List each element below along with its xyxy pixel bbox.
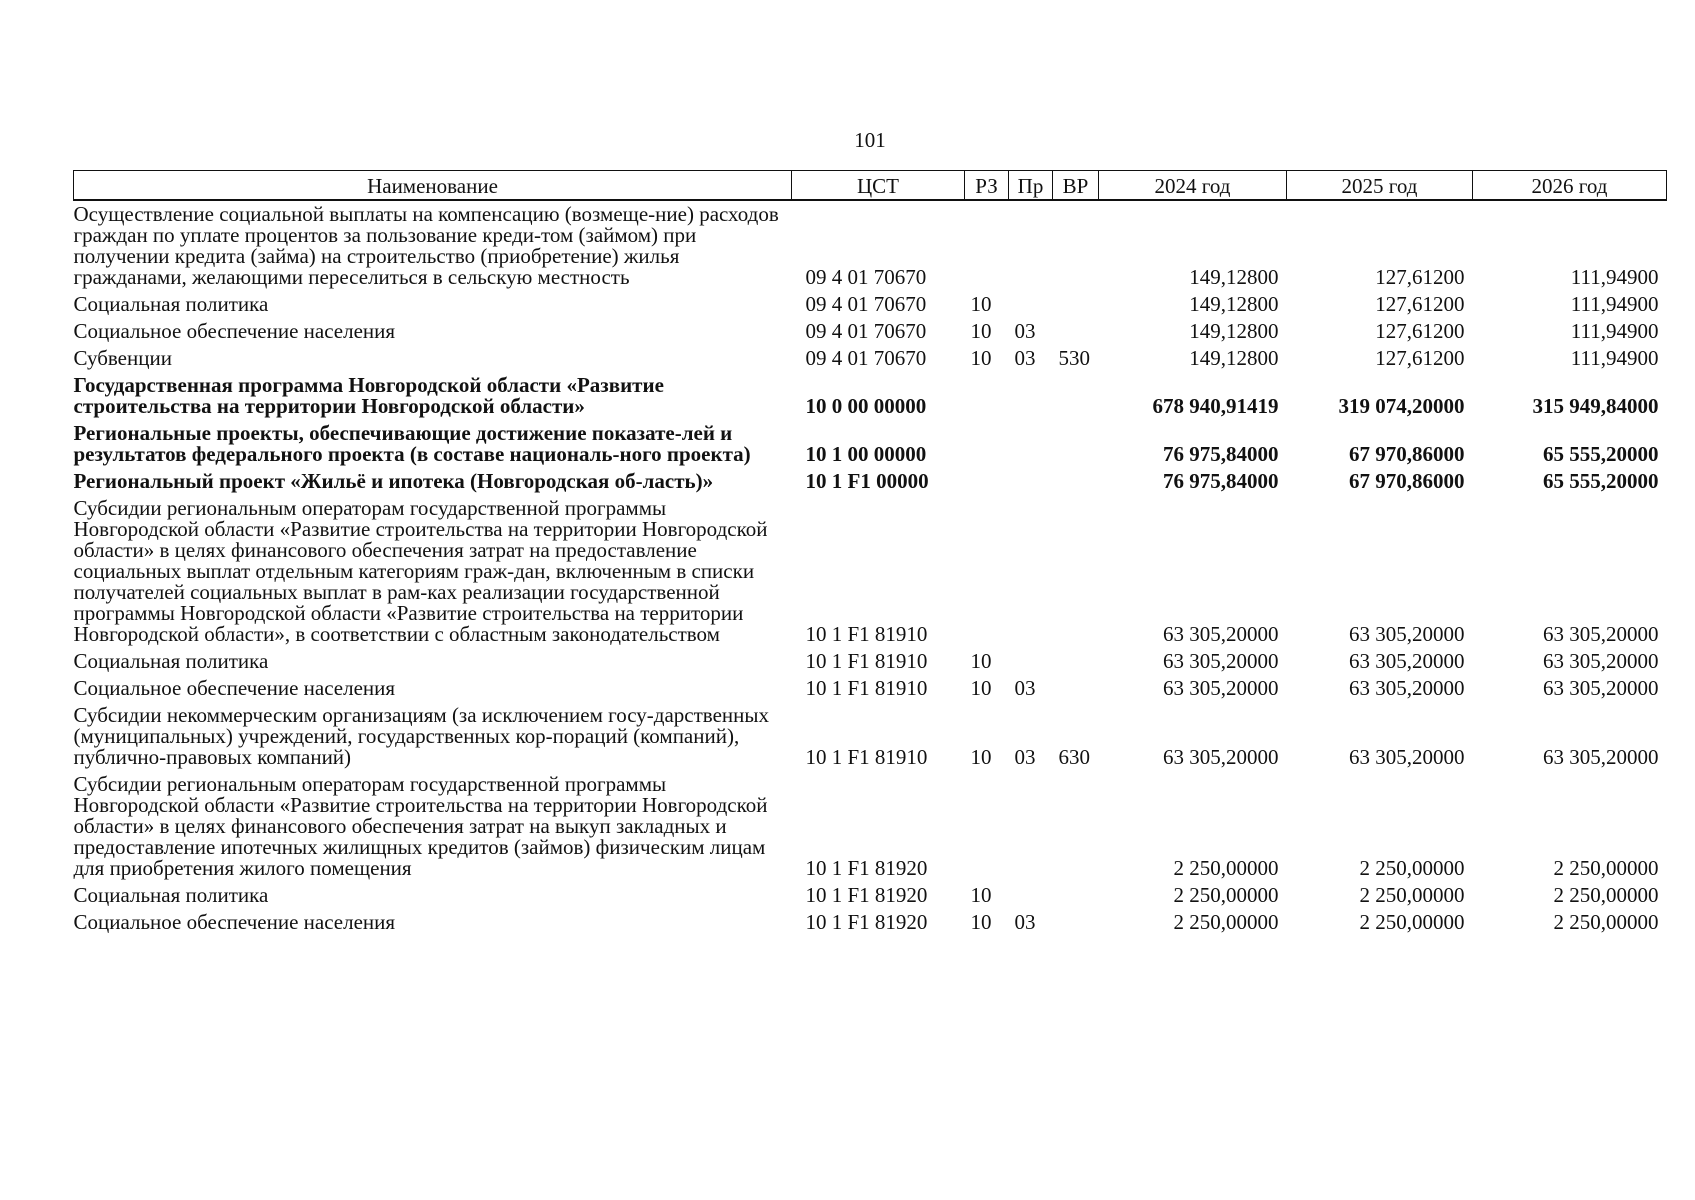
row-2024: 2 250,00000	[1173, 910, 1279, 934]
row-cst: 10 1 F1 81920	[805, 883, 928, 907]
header-2025: 2025 год	[1287, 171, 1473, 201]
table-row	[74, 771, 1667, 882]
table-row-subprogram	[74, 420, 1667, 468]
row-2024: 63 305,20000	[1163, 622, 1279, 646]
table-row-project	[74, 468, 1667, 495]
row-2025: 2 250,00000	[1359, 883, 1465, 907]
header-rz: РЗ	[965, 171, 1009, 201]
table-row	[74, 909, 1667, 936]
row-vr	[1053, 372, 1099, 420]
header-name: Наименование	[74, 171, 792, 201]
row-2026: 63 305,20000	[1543, 649, 1659, 673]
row-rz	[965, 372, 1009, 420]
row-vr	[1053, 468, 1099, 495]
row-2026: 65 555,20000	[1543, 469, 1659, 493]
header-2026: 2026 год	[1473, 171, 1667, 201]
row-vr	[1053, 291, 1099, 318]
row-pr: 03	[1014, 910, 1036, 934]
row-pr: 03	[1014, 346, 1036, 370]
row-2025: 2 250,00000	[1359, 856, 1465, 880]
row-cst: 10 1 F1 81910	[805, 622, 928, 646]
row-2025: 127,61200	[1375, 265, 1465, 289]
row-2026: 111,94900	[1570, 292, 1659, 316]
row-name: Государственная программа Новгородской области «Развитие строительства на территории Новгородской области»	[73, 373, 664, 418]
row-pr: 03	[1014, 745, 1036, 769]
row-vr	[1053, 675, 1099, 702]
row-name: Социальная политика	[73, 883, 269, 907]
row-2025: 67 970,86000	[1349, 469, 1465, 493]
row-2026: 111,94900	[1570, 346, 1659, 370]
row-rz: 10	[970, 910, 992, 934]
row-vr	[1053, 771, 1099, 882]
row-2026: 63 305,20000	[1543, 622, 1659, 646]
row-vr	[1053, 909, 1099, 936]
row-pr	[1009, 648, 1053, 675]
row-name: Субсидии региональным операторам государственной программы Новгородской области «Развитие строительства на территории Новгородской области» в целях финансового обеспечения затрат на предоставление социальных выплат отдельным категориям граж-дан, включенным в списки получателей социальных выплат в рам-ках реализации государственной программы Новгородской области «Развитие строительства на территории Новгородской области», в соответствии с областным законодательством	[73, 496, 768, 646]
table-row	[74, 882, 1667, 909]
row-rz	[965, 468, 1009, 495]
row-pr	[1009, 771, 1053, 882]
row-name: Субсидии региональным операторам государственной программы Новгородской области «Развитие строительства на территории Новгородской области» в целях финансового обеспечения затрат на выкуп закладных и предоставление ипотечных жилищных кредитов (займов) физическим лицам для приобретения жилого помещения	[73, 772, 768, 880]
row-2025: 127,61200	[1375, 319, 1465, 343]
row-rz	[965, 771, 1009, 882]
row-name: Субсидии некоммерческим организациям (за исключением госу-дарственных (муниципальных) учреждений, государственных кор-пораций (компаний), публично-правовых компаний)	[73, 703, 770, 769]
row-2025: 127,61200	[1375, 292, 1465, 316]
row-2025: 2 250,00000	[1359, 910, 1465, 934]
header-vr: ВР	[1053, 171, 1099, 201]
row-cst: 10 1 F1 81920	[805, 910, 928, 934]
row-2025: 67 970,86000	[1349, 442, 1465, 466]
row-name: Субвенции	[73, 346, 172, 370]
row-2026: 111,94900	[1570, 319, 1659, 343]
row-2026: 315 949,84000	[1532, 394, 1659, 418]
row-vr	[1053, 648, 1099, 675]
row-2026: 111,94900	[1570, 265, 1659, 289]
table-row	[74, 318, 1667, 345]
budget-table	[73, 170, 1667, 936]
row-cst: 10 1 00 00000	[805, 442, 927, 466]
row-cst: 09 4 01 70670	[805, 319, 927, 343]
row-rz: 10	[970, 649, 992, 673]
row-rz: 10	[970, 292, 992, 316]
row-2025: 63 305,20000	[1349, 745, 1465, 769]
row-2026: 65 555,20000	[1543, 442, 1659, 466]
row-pr	[1009, 291, 1053, 318]
budget-table-container	[73, 170, 1666, 936]
row-2024: 63 305,20000	[1163, 676, 1279, 700]
row-rz	[965, 495, 1009, 648]
row-2024: 2 250,00000	[1173, 883, 1279, 907]
header-2024: 2024 год	[1099, 171, 1287, 201]
row-2024: 149,12800	[1189, 319, 1279, 343]
table-body	[74, 200, 1667, 936]
row-pr	[1009, 372, 1053, 420]
row-2026: 63 305,20000	[1543, 745, 1659, 769]
row-rz: 10	[970, 745, 992, 769]
table-row-program	[74, 372, 1667, 420]
row-name: Региональный проект «Жильё и ипотека (Новгородская об-ласть)»	[73, 469, 714, 493]
row-name: Региональные проекты, обеспечивающие достижение показате-лей и результатов федерального проекта (в составе националь-ного проекта)	[73, 421, 751, 466]
row-vr	[1053, 495, 1099, 648]
row-2024: 149,12800	[1189, 292, 1279, 316]
row-vr	[1053, 420, 1099, 468]
row-pr	[1009, 495, 1053, 648]
table-row	[74, 291, 1667, 318]
row-cst: 10 1 F1 81910	[805, 745, 928, 769]
row-cst: 10 1 F1 00000	[805, 469, 929, 493]
row-pr	[1009, 882, 1053, 909]
table-row	[74, 345, 1667, 372]
row-vr: 530	[1058, 346, 1090, 370]
row-rz	[965, 420, 1009, 468]
table-row	[74, 648, 1667, 675]
table-header	[74, 171, 1667, 201]
row-2026: 63 305,20000	[1543, 676, 1659, 700]
row-2026: 2 250,00000	[1553, 910, 1659, 934]
row-2024: 149,12800	[1189, 346, 1279, 370]
row-2024: 149,12800	[1189, 265, 1279, 289]
row-2024: 76 975,84000	[1163, 469, 1279, 493]
row-name: Социальное обеспечение населения	[73, 910, 396, 934]
row-2024: 63 305,20000	[1163, 649, 1279, 673]
row-2025: 319 074,20000	[1338, 394, 1465, 418]
row-cst: 09 4 01 70670	[805, 265, 927, 289]
row-2026: 2 250,00000	[1553, 883, 1659, 907]
row-vr	[1053, 318, 1099, 345]
row-vr: 630	[1058, 745, 1090, 769]
row-cst: 10 1 F1 81910	[805, 676, 928, 700]
table-row	[74, 495, 1667, 648]
table-row	[74, 702, 1667, 771]
row-cst: 10 1 F1 81910	[805, 649, 928, 673]
row-2025: 63 305,20000	[1349, 622, 1465, 646]
row-pr: 03	[1014, 676, 1036, 700]
row-vr	[1053, 200, 1099, 291]
row-name: Осуществление социальной выплаты на компенсацию (возмеще-ние) расходов граждан по уплате процентов за пользование креди-том (займом) при получении кредита (займа) на строительство (приобретение) жилья гражданами, желающими переселиться в сельскую местность	[73, 202, 779, 289]
row-cst: 09 4 01 70670	[805, 346, 927, 370]
row-cst: 09 4 01 70670	[805, 292, 927, 316]
row-pr	[1009, 420, 1053, 468]
header-pr: Пр	[1009, 171, 1053, 201]
row-2026: 2 250,00000	[1553, 856, 1659, 880]
row-vr	[1053, 882, 1099, 909]
row-2025: 63 305,20000	[1349, 676, 1465, 700]
header-cst: ЦСТ	[792, 171, 965, 201]
row-rz	[965, 200, 1009, 291]
row-cst: 10 0 00 00000	[805, 394, 927, 418]
table-row	[74, 675, 1667, 702]
row-pr	[1009, 468, 1053, 495]
row-2025: 63 305,20000	[1349, 649, 1465, 673]
row-pr: 03	[1014, 319, 1036, 343]
page-number: 101	[854, 128, 886, 152]
row-2024: 63 305,20000	[1163, 745, 1279, 769]
row-rz: 10	[970, 883, 992, 907]
row-name: Социальное обеспечение населения	[73, 319, 396, 343]
row-2025: 127,61200	[1375, 346, 1465, 370]
row-name: Социальная политика	[73, 649, 269, 673]
row-2024: 2 250,00000	[1173, 856, 1279, 880]
row-rz: 10	[970, 676, 992, 700]
row-2024: 678 940,91419	[1152, 394, 1279, 418]
row-2024: 76 975,84000	[1163, 442, 1279, 466]
row-name: Социальное обеспечение населения	[73, 676, 396, 700]
row-rz: 10	[970, 319, 992, 343]
row-pr	[1009, 200, 1053, 291]
row-cst: 10 1 F1 81920	[805, 856, 928, 880]
table-row	[74, 200, 1667, 291]
row-name: Социальная политика	[73, 292, 269, 316]
row-rz: 10	[970, 346, 992, 370]
